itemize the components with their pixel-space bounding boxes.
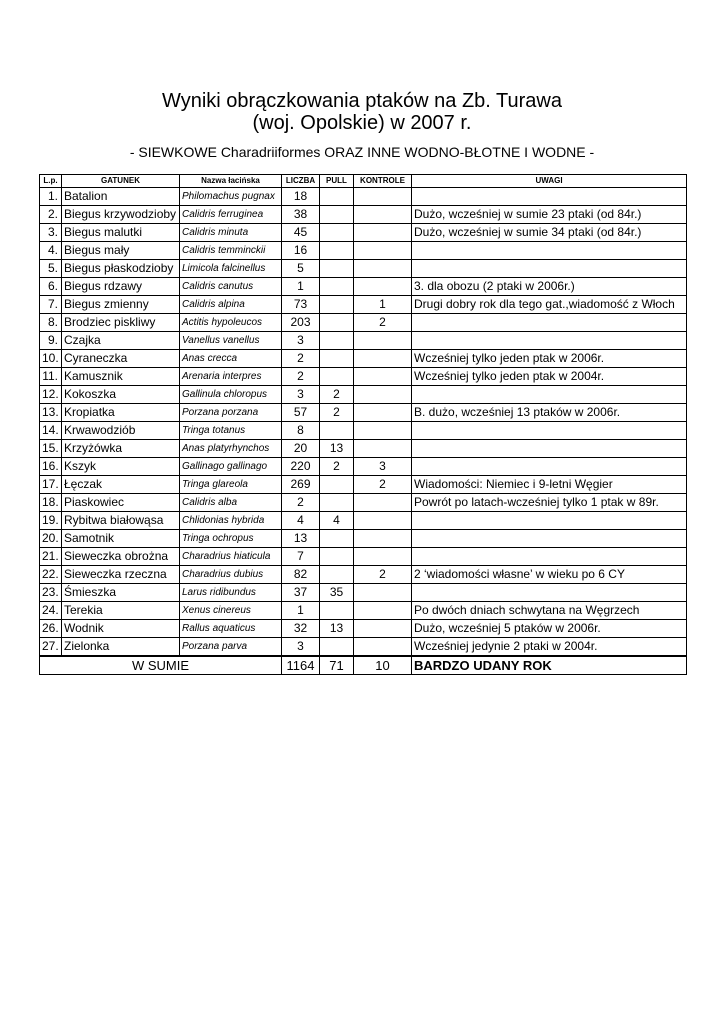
cell-uwagi: 3. dla obozu (2 ptaki w 2006r.) [412,278,687,296]
cell-lp: 2. [40,206,62,224]
header-uwagi: UWAGI [412,175,687,188]
cell-liczba: 82 [282,566,320,584]
cell-kontrole: 2 [354,566,412,584]
cell-latin: Xenus cinereus [180,602,282,620]
cell-liczba: 2 [282,494,320,512]
cell-latin: Anas platyrhynchos [180,440,282,458]
cell-kontrole [354,368,412,386]
cell-uwagi: 2 ‘wiadomości własne’ w wieku po 6 CY [412,566,687,584]
cell-liczba: 38 [282,206,320,224]
cell-gatunek: Biegus malutki [62,224,180,242]
cell-liczba: 3 [282,386,320,404]
cell-liczba: 203 [282,314,320,332]
table-row [40,476,687,494]
cell-lp: 20. [40,530,62,548]
cell-kontrole [354,386,412,404]
cell-gatunek: Kokoszka [62,386,180,404]
table-row [40,566,687,584]
cell-kontrole: 2 [354,314,412,332]
cell-liczba: 16 [282,242,320,260]
cell-liczba: 13 [282,530,320,548]
cell-uwagi: Powrót po latach-wcześniej tylko 1 ptak w 89r. [412,494,687,512]
header-lp: L.p. [40,175,62,188]
cell-pull: 13 [320,440,354,458]
cell-latin: Chlidonias hybrida [180,512,282,530]
cell-uwagi: Wcześniej tylko jeden ptak w 2006r. [412,350,687,368]
cell-latin: Tringa ochropus [180,530,282,548]
cell-pull [320,602,354,620]
table-header-row [40,175,687,188]
cell-liczba: 269 [282,476,320,494]
table-row [40,620,687,638]
cell-pull [320,188,354,206]
table-row [40,350,687,368]
total-uwagi: BARDZO UDANY ROK [412,656,687,675]
cell-kontrole [354,260,412,278]
cell-pull [320,638,354,657]
cell-liczba: 8 [282,422,320,440]
cell-liczba: 1 [282,602,320,620]
cell-uwagi: B. dużo, wcześniej 13 ptaków w 2006r. [412,404,687,422]
cell-gatunek: Kszyk [62,458,180,476]
cell-pull: 35 [320,584,354,602]
cell-kontrole [354,332,412,350]
cell-lp: 16. [40,458,62,476]
cell-liczba: 57 [282,404,320,422]
table-row [40,296,687,314]
cell-liczba: 20 [282,440,320,458]
cell-gatunek: Sieweczka rzeczna [62,566,180,584]
cell-latin: Limicola falcinellus [180,260,282,278]
cell-lp: 15. [40,440,62,458]
table-row [40,548,687,566]
cell-gatunek: Batalion [62,188,180,206]
cell-kontrole [354,494,412,512]
cell-latin: Calidris minuta [180,224,282,242]
cell-liczba: 5 [282,260,320,278]
cell-pull [320,242,354,260]
cell-liczba: 4 [282,512,320,530]
cell-gatunek: Krwawodziób [62,422,180,440]
cell-lp: 9. [40,332,62,350]
cell-lp: 5. [40,260,62,278]
cell-uwagi [412,188,687,206]
cell-lp: 8. [40,314,62,332]
cell-latin: Calidris alba [180,494,282,512]
cell-kontrole [354,512,412,530]
cell-gatunek: Śmieszka [62,584,180,602]
table-row [40,422,687,440]
cell-lp: 27. [40,638,62,657]
cell-pull [320,314,354,332]
cell-pull [320,224,354,242]
cell-latin: Calidris temminckii [180,242,282,260]
cell-latin: Charadrius hiaticula [180,548,282,566]
cell-latin: Calidris alpina [180,296,282,314]
cell-pull [320,278,354,296]
cell-liczba: 1 [282,278,320,296]
cell-latin: Porzana parva [180,638,282,657]
cell-kontrole [354,242,412,260]
cell-kontrole [354,422,412,440]
cell-uwagi [412,548,687,566]
cell-gatunek: Kamusznik [62,368,180,386]
cell-liczba: 32 [282,620,320,638]
cell-pull: 2 [320,404,354,422]
table-row [40,440,687,458]
cell-uwagi [412,584,687,602]
cell-kontrole [354,548,412,566]
cell-lp: 4. [40,242,62,260]
table-row [40,314,687,332]
cell-liczba: 2 [282,368,320,386]
cell-uwagi: Dużo, wcześniej 5 ptaków w 2006r. [412,620,687,638]
header-gatunek: GATUNEK [62,175,180,188]
document-subtitle: - SIEWKOWE Charadriiformes ORAZ INNE WODNO-BŁOTNE I WODNE - [129,144,595,160]
cell-pull [320,548,354,566]
cell-kontrole: 3 [354,458,412,476]
cell-pull [320,296,354,314]
cell-pull: 4 [320,512,354,530]
cell-lp: 21. [40,548,62,566]
cell-lp: 26. [40,620,62,638]
cell-lp: 14. [40,422,62,440]
cell-pull [320,494,354,512]
cell-uwagi [412,386,687,404]
cell-gatunek: Rybitwa białowąsa [62,512,180,530]
cell-uwagi: Dużo, wcześniej w sumie 34 ptaki (od 84r.) [412,224,687,242]
cell-kontrole [354,224,412,242]
cell-uwagi: Drugi dobry rok dla tego gat.,wiadomość z Włoch [412,296,687,314]
cell-kontrole [354,188,412,206]
table-row [40,188,687,206]
cell-uwagi [412,512,687,530]
header-latin: Nazwa łacińska [180,175,282,188]
cell-liczba: 2 [282,350,320,368]
cell-lp: 12. [40,386,62,404]
table-body [40,188,687,657]
cell-latin: Tringa totanus [180,422,282,440]
table-row [40,260,687,278]
cell-gatunek: Wodnik [62,620,180,638]
table-row [40,332,687,350]
cell-lp: 17. [40,476,62,494]
cell-lp: 1. [40,188,62,206]
cell-kontrole [354,206,412,224]
cell-liczba: 3 [282,638,320,657]
cell-lp: 11. [40,368,62,386]
cell-gatunek: Brodziec piskliwy [62,314,180,332]
cell-uwagi [412,260,687,278]
cell-kontrole [354,404,412,422]
cell-uwagi [412,458,687,476]
cell-latin: Vanellus vanellus [180,332,282,350]
cell-gatunek: Łęczak [62,476,180,494]
document-title-line1: Wyniki obrączkowania ptaków na Zb. Turawa [162,90,562,112]
cell-gatunek: Samotnik [62,530,180,548]
cell-pull: 2 [320,458,354,476]
cell-uwagi: Wcześniej tylko jeden ptak w 2004r. [412,368,687,386]
cell-pull [320,422,354,440]
cell-lp: 19. [40,512,62,530]
table-row [40,638,687,657]
cell-pull [320,206,354,224]
cell-uwagi: Wcześniej jedynie 2 ptaki w 2004r. [412,638,687,657]
cell-kontrole: 1 [354,296,412,314]
document-title-line2: (woj. Opolskie) w 2007 r. [252,112,472,134]
cell-kontrole [354,530,412,548]
cell-gatunek: Kropiatka [62,404,180,422]
table-row [40,494,687,512]
cell-lp: 22. [40,566,62,584]
table-row [40,404,687,422]
cell-gatunek: Zielonka [62,638,180,657]
cell-pull: 13 [320,620,354,638]
cell-pull [320,260,354,278]
cell-latin: Arenaria interpres [180,368,282,386]
table-row [40,512,687,530]
cell-liczba: 37 [282,584,320,602]
cell-gatunek: Krzyżówka [62,440,180,458]
total-row [40,656,687,675]
cell-latin: Larus ridibundus [180,584,282,602]
cell-kontrole: 2 [354,476,412,494]
cell-uwagi [412,440,687,458]
cell-latin: Tringa glareola [180,476,282,494]
cell-gatunek: Cyraneczka [62,350,180,368]
cell-lp: 7. [40,296,62,314]
cell-lp: 13. [40,404,62,422]
cell-lp: 24. [40,602,62,620]
table-row [40,242,687,260]
total-liczba: 1164 [282,656,320,675]
cell-pull [320,476,354,494]
cell-lp: 6. [40,278,62,296]
cell-latin: Porzana porzana [180,404,282,422]
cell-gatunek: Biegus mały [62,242,180,260]
cell-kontrole [354,638,412,657]
cell-latin: Calidris canutus [180,278,282,296]
cell-pull [320,368,354,386]
cell-uwagi [412,314,687,332]
cell-uwagi: Dużo, wcześniej w sumie 23 ptaki (od 84r.) [412,206,687,224]
cell-latin: Actitis hypoleucos [180,314,282,332]
cell-lp: 18. [40,494,62,512]
cell-latin: Gallinago gallinago [180,458,282,476]
table-row [40,368,687,386]
cell-liczba: 3 [282,332,320,350]
cell-liczba: 18 [282,188,320,206]
table-row [40,584,687,602]
cell-gatunek: Sieweczka obrożna [62,548,180,566]
cell-uwagi [412,242,687,260]
cell-latin: Rallus aquaticus [180,620,282,638]
cell-gatunek: Biegus rdzawy [62,278,180,296]
header-kontrole: KONTROLE [354,175,412,188]
cell-kontrole [354,440,412,458]
table-row [40,386,687,404]
cell-latin: Calidris ferruginea [180,206,282,224]
total-pull: 71 [320,656,354,675]
cell-pull [320,350,354,368]
cell-latin: Philomachus pugnax [180,188,282,206]
table-row [40,206,687,224]
total-kontrole: 10 [354,656,412,675]
table-row [40,224,687,242]
cell-liczba: 220 [282,458,320,476]
cell-uwagi: Po dwóch dniach schwytana na Węgrzech [412,602,687,620]
cell-gatunek: Piaskowiec [62,494,180,512]
cell-liczba: 73 [282,296,320,314]
table-row [40,458,687,476]
cell-lp: 23. [40,584,62,602]
cell-lp: 10. [40,350,62,368]
cell-gatunek: Biegus krzywodzioby [62,206,180,224]
cell-kontrole [354,620,412,638]
cell-liczba: 45 [282,224,320,242]
cell-liczba: 7 [282,548,320,566]
header-liczba: LICZBA [282,175,320,188]
cell-uwagi: Wiadomości: Niemiec i 9-letni Węgier [412,476,687,494]
cell-uwagi [412,422,687,440]
cell-pull [320,332,354,350]
cell-lp: 3. [40,224,62,242]
cell-gatunek: Biegus płaskodzioby [62,260,180,278]
cell-gatunek: Terekia [62,602,180,620]
cell-latin: Charadrius dubius [180,566,282,584]
cell-kontrole [354,350,412,368]
cell-kontrole [354,602,412,620]
cell-uwagi [412,530,687,548]
cell-gatunek: Czajka [62,332,180,350]
cell-pull [320,530,354,548]
cell-uwagi [412,332,687,350]
total-label: W SUMIE [40,656,282,675]
cell-gatunek: Biegus zmienny [62,296,180,314]
ringing-results-table [39,174,687,675]
table-row [40,278,687,296]
cell-latin: Anas crecca [180,350,282,368]
cell-latin: Gallinula chloropus [180,386,282,404]
cell-pull [320,566,354,584]
cell-kontrole [354,584,412,602]
cell-kontrole [354,278,412,296]
table-row [40,602,687,620]
table-row [40,530,687,548]
header-pull: PULL [320,175,354,188]
cell-pull: 2 [320,386,354,404]
